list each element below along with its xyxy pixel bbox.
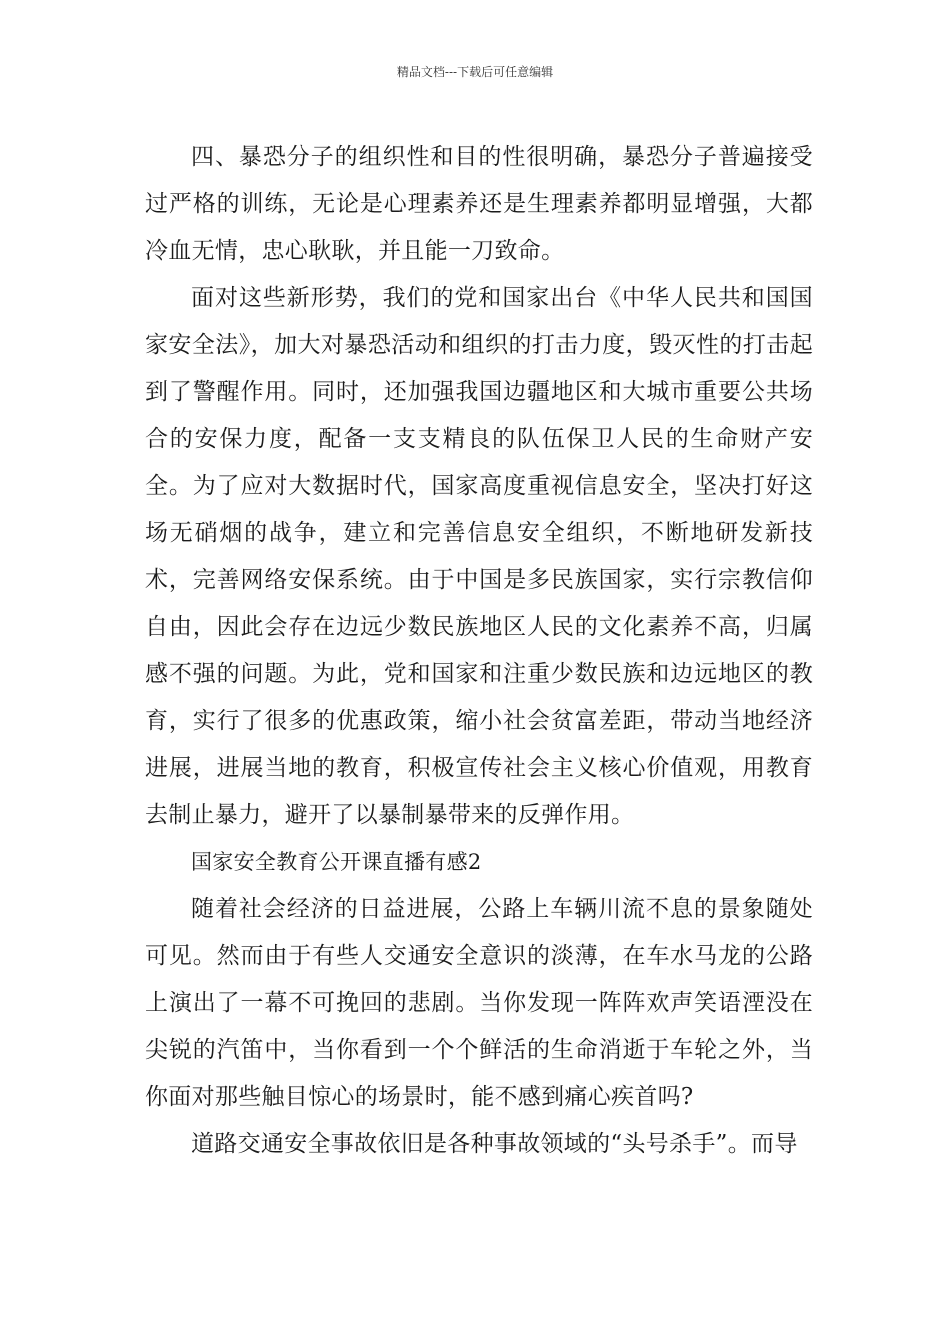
paragraph: 随着社会经济的日益进展，公路上车辆川流不息的景象随处可见。然而由于有些人交通安全意识的淡薄，在车水马龙的公路上演出了一幕不可挽回的悲剧。当你发现一阵阵欢声笑语湮没在尖锐的汽笛中，当你看到一个个鲜活的生命消逝于车轮之外，当你面对那些触目惊心的场景时，能不感到痛心疾首吗?	[145, 896, 813, 1110]
document-body	[145, 134, 813, 1168]
paragraph: 面对这些新形势，我们的党和国家出台《中华人民共和国国家安全法》，加大对暴恐活动和组织的打击力度，毁灭性的打击起到了警醒作用。同时，还加强我国边疆地区和大城市重要公共场合的安保力度，配备一支支精良的队伍保卫人民的生命财产安全。为了应对大数据时代，国家高度重视信息安全，坚决打好这场无硝烟的战争，建立和完善信息安全组织，不断地研发新技术，完善网络安保系统。由于中国是多民族国家，实行宗教信仰自由，因此会存在边远少数民族地区人民的文化素养不高，归属感不强的问题。为此，党和国家和注重少数民族和边远地区的教育，实行了很多的优惠政策，缩小社会贫富差距，带动当地经济进展，进展当地的教育，积极宣传社会主义核心价值观，用教育去制止暴力，避开了以暴制暴带来的反弹作用。	[145, 285, 813, 828]
page-header: 精品文档---下载后可任意编辑	[396, 65, 554, 79]
section-heading: 国家安全教育公开课直播有感2	[191, 850, 482, 874]
paragraph: 四、暴恐分子的组织性和目的性很明确，暴恐分子普遍接受过严格的训练，无论是心理素养还是生理素养都明显增强，大都冷血无情，忠心耿耿，并且能一刀致命。	[145, 144, 813, 264]
paragraph: 道路交通安全事故依旧是各种事故领域的“头号杀手”。而导	[191, 1131, 798, 1157]
